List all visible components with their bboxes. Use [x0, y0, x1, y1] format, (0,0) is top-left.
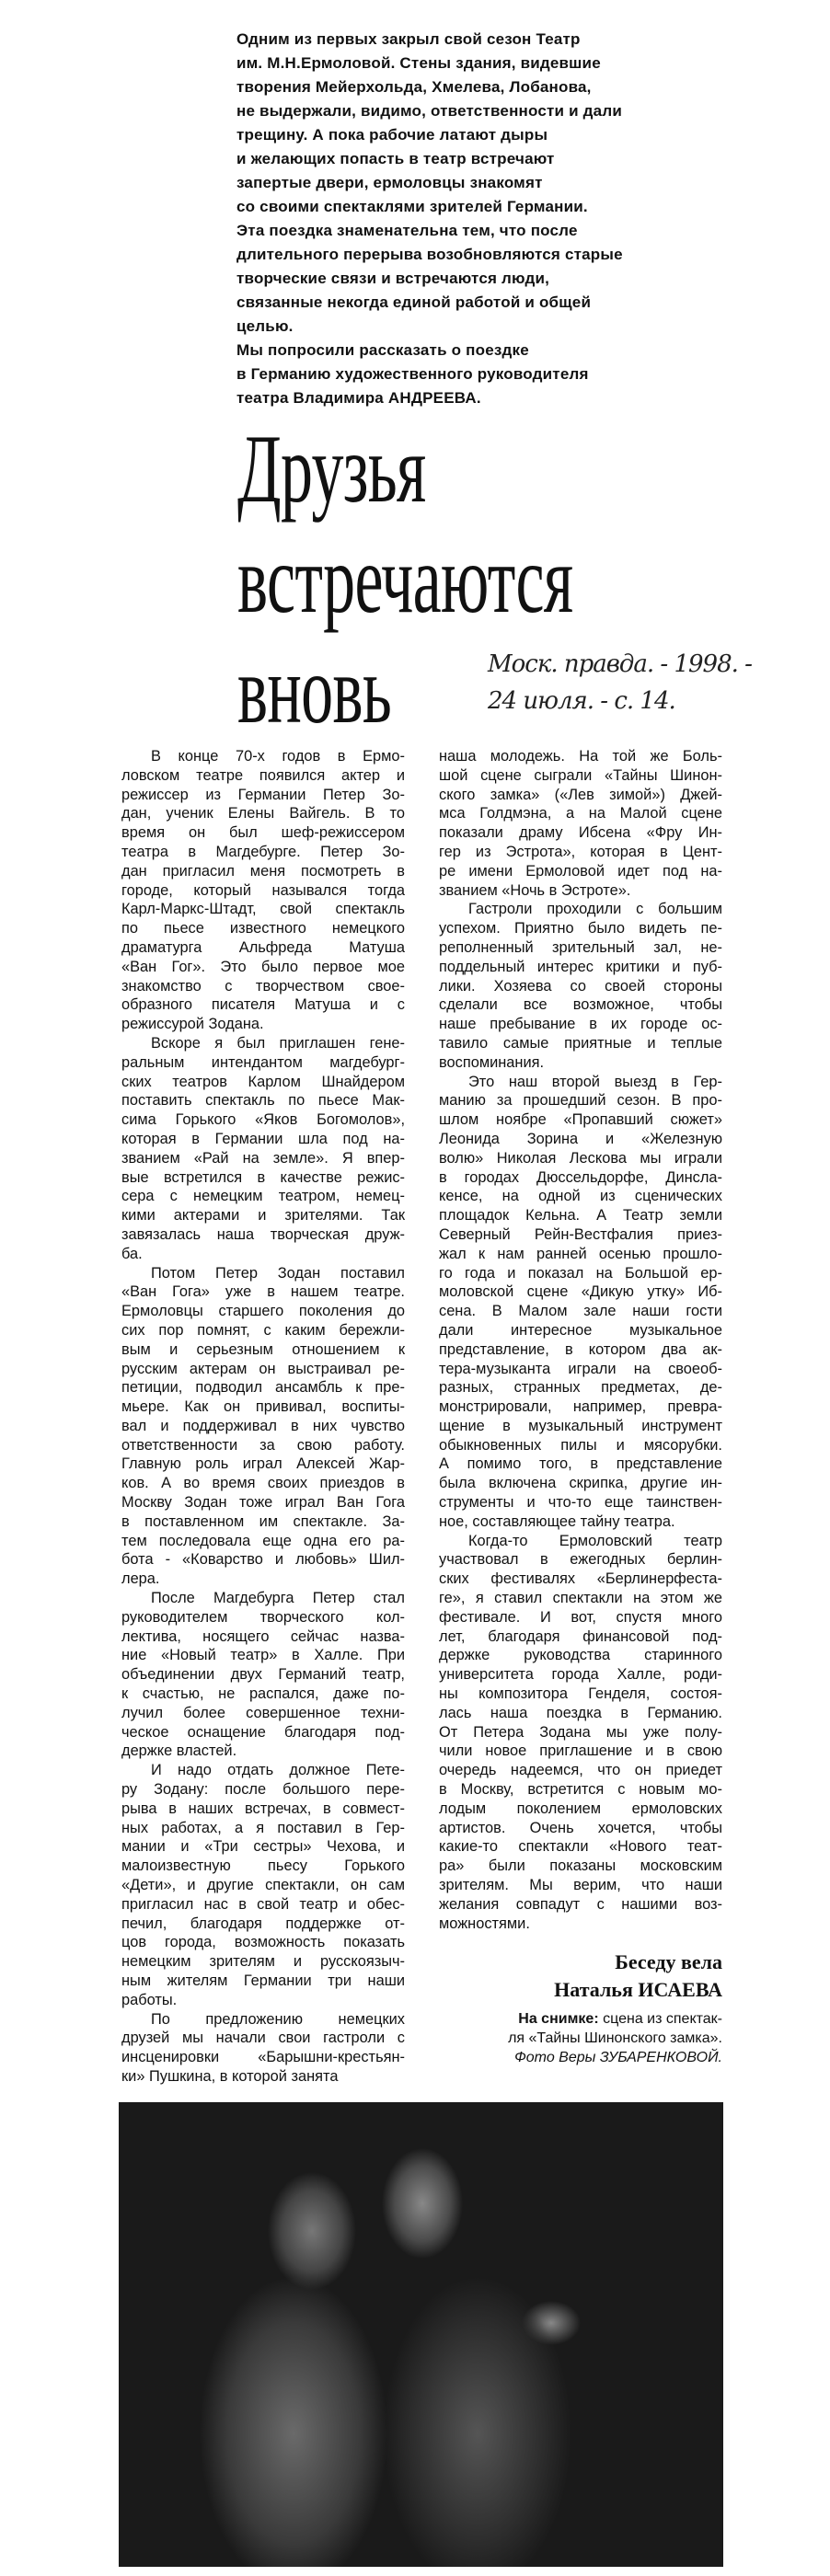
interviewer-signature: [554, 1949, 722, 2004]
lead-line: Одним из первых закрыл свой сезон Театр: [236, 30, 581, 48]
text-line: фестивале. И вот, спустя много: [439, 1608, 722, 1626]
text-line: Северный Рейн-Вестфалия приез-: [439, 1225, 722, 1243]
text-line: бота - «Коварство и любовь» Шил-: [121, 1551, 405, 1569]
headline-line: встречаются: [237, 525, 573, 633]
text-line: успехом. Приятно было видеть пе-: [439, 920, 722, 937]
text-line: сделали все возможное, чтобы: [439, 996, 722, 1014]
text-line: держке руководства старинного: [439, 1647, 722, 1664]
text-line: мса Голдмэна, а на Малой сцене: [439, 805, 722, 822]
lead-line: и желающих попасть в театр встречают: [236, 150, 555, 167]
text-line: была включена скрипка, другие ин-: [439, 1475, 722, 1492]
text-line: сих пор помнят, с каким бережли-: [121, 1321, 405, 1339]
text-line: тавило самые приятные и теплые: [439, 1034, 722, 1052]
text-line: кими актерами и зрителями. Так: [121, 1207, 405, 1225]
text-line: инсценировки «Барышни-крестьян-: [121, 2049, 405, 2066]
caption-line: [439, 2009, 722, 2029]
text-line: ответственности за свою работу.: [121, 1436, 405, 1454]
text-line: немецким зрителям и русскоязыч-: [121, 1953, 405, 1971]
text-line: тем последовала еще одна его ра-: [121, 1532, 405, 1549]
text-line: образного писателя Матуша и с: [121, 996, 405, 1014]
text-line: держке властей.: [121, 1742, 237, 1760]
text-line: моловской сцене «Дикую утку» Иб-: [439, 1283, 722, 1301]
text-line: вал и поддерживал в них чувство: [121, 1417, 405, 1434]
text-line: ны композитора Генделя, состоя-: [439, 1685, 722, 1703]
text-line: пригласил нас в свой театр и обес-: [121, 1895, 405, 1913]
text-line: завязалась наша творческая друж-: [121, 1225, 405, 1243]
text-line: объединении двух Германий театр,: [121, 1666, 405, 1684]
paragraph: [439, 747, 722, 900]
paragraph: [121, 1761, 405, 2009]
text-line: гер из Эстрота», которая в Цент-: [439, 843, 722, 860]
text-line: званием «Ночь в Эстроте».: [439, 881, 631, 899]
text-line: ков. А во время своих приездов в: [121, 1475, 405, 1492]
signature-name: Наталья ИСАЕВА: [554, 1978, 722, 2001]
text-line: От Петера Зодана мы уже полу-: [439, 1723, 722, 1741]
text-line: сима Горького «Яков Богомолов»,: [121, 1111, 405, 1129]
text-line: вые встретился в качестве режис-: [121, 1168, 405, 1186]
text-line: малоизвестную пьесу Горького: [121, 1857, 405, 1875]
text-line: Карл-Маркс-Штадт, свой спектакль: [121, 901, 405, 918]
text-line: городе, который назывался тогда: [121, 881, 405, 899]
handwritten-source-note: [488, 646, 752, 719]
text-line: ловском театре появился актер и: [121, 766, 405, 784]
signature-line: Беседу вела: [615, 1950, 722, 1973]
lead-paragraph: [236, 28, 623, 410]
headline-line: вновь: [237, 636, 392, 743]
text-line: участвовал в ежегодных берлин-: [439, 1551, 722, 1569]
lead-line: не выдержали, видимо, ответственности и дали: [236, 102, 622, 120]
text-line: в Москву, встретится с новым мо-: [439, 1781, 722, 1799]
text-line: сена. В Малом зале наши гости: [439, 1303, 722, 1320]
text-line: дан пригласил меня посмотреть в: [121, 862, 405, 880]
text-line: струменты и что-то еще таинствен-: [439, 1494, 722, 1512]
text-line: артистов. Очень хочется, чтобы: [439, 1819, 722, 1836]
lead-line: трещину. А пока рабочие латают дыры: [236, 126, 548, 144]
caption-label: На снимке:: [518, 2011, 599, 2027]
text-line: цов города, возможность показать: [121, 1934, 405, 1951]
lead-line: длительного перерыва возобновляются старые: [236, 246, 623, 263]
handwritten-line: Моск. правда. - 1998. -: [488, 650, 752, 678]
text-line: «Ван Гога» уже в нашем театре.: [121, 1283, 405, 1301]
text-line: дали интересное музыкальное: [439, 1321, 722, 1339]
text-line: ки» Пушкина, в которой занята: [121, 2067, 339, 2085]
stage-photo: [119, 2102, 723, 2567]
text-line: друзей мы начали свои гастроли с: [121, 2030, 405, 2047]
text-line: драматурга Альфреда Матуша: [121, 938, 405, 956]
text-line: щение в музыкальный инструмент: [439, 1417, 722, 1434]
text-line: ру Зодану: после большого пере-: [121, 1781, 405, 1799]
text-line: работы.: [121, 1991, 178, 2008]
photo-caption: [439, 2009, 722, 2067]
text-line: званием «Рай на земле». Я впер-: [121, 1149, 405, 1167]
handwritten-line: 24 июля. - с. 14.: [488, 687, 675, 715]
text-line: можностями.: [439, 1915, 530, 1932]
paragraph: [121, 747, 405, 1034]
text-line: А помимо того, в представление: [439, 1455, 722, 1473]
text-line: лась наша поездка в Германию.: [439, 1704, 722, 1721]
text-line: университета города Халле, роди-: [439, 1666, 722, 1684]
text-line: знакомство с творчеством свое-: [121, 977, 405, 995]
article-column-left: [121, 747, 405, 2087]
text-line: шлом ноябре «Пропавший сюжет»: [439, 1111, 722, 1129]
text-line: ских фестивалях «Берлинерфеста-: [439, 1570, 722, 1588]
text-line: режиссурой Зодана.: [121, 1016, 264, 1033]
paragraph: [439, 1532, 722, 1934]
text-line: какие-то спектакли «Нового теат-: [439, 1838, 722, 1856]
text-line: наше пребывание в их городе ос-: [439, 1016, 722, 1033]
lead-line: Мы попросили рассказать о поездке: [236, 341, 529, 359]
text-line: театра в Магдебурге. Петер Зо-: [121, 843, 405, 860]
text-line: Главную роль играл Алексей Жар-: [121, 1455, 405, 1473]
text-line: поставить спектакль по пьесе Мак-: [121, 1092, 405, 1110]
text-line: лики. Хозяева со своей стороны: [439, 977, 722, 995]
lead-line: творческие связи и встречаются люди,: [236, 270, 550, 287]
text-line: Это наш второй выезд в Гер-: [468, 1073, 722, 1090]
lead-line: Эта поездка знаменательна тем, что после: [236, 222, 578, 239]
paragraph: [121, 1589, 405, 1761]
text-line: площадок Кельна. А Театр земли: [439, 1207, 722, 1225]
photo-credit: Фото Веры ЗУБАРЕНКОВОЙ.: [514, 2050, 722, 2065]
article-column-right: [439, 747, 722, 1933]
paragraph: [439, 900, 722, 1072]
text-line: желания совпадут с нашими воз-: [439, 1895, 722, 1913]
text-line: По предложению немецких: [151, 2010, 405, 2028]
paragraph: [121, 1264, 405, 1590]
text-line: «Ван Гог». Это было первое мое: [121, 958, 405, 975]
text-line: разных, странных предметах, де-: [439, 1379, 722, 1397]
text-line: показали драму Ибсена «Фру Ин-: [439, 824, 722, 842]
text-line: Гастроли проходили с большим: [468, 901, 722, 918]
text-line: время он был шеф-режиссером: [121, 824, 405, 842]
text-line: ние «Новый театр» в Халле. При: [121, 1647, 405, 1664]
text-line: «Дети», и другие спектакли, он сам: [121, 1877, 405, 1894]
text-line: русским актерам он выстраивал ре-: [121, 1360, 405, 1377]
text-line: ным жителям Германии три наши: [121, 1972, 405, 1989]
text-line: кенсе, на одной из сценических: [439, 1188, 722, 1205]
text-line: Потом Петер Зодан поставил: [151, 1264, 405, 1282]
lead-line: им. М.Н.Ермоловой. Стены здания, видевшие: [236, 54, 601, 72]
text-line: зрителям. Мы верим, что наши: [439, 1877, 722, 1894]
text-line: монстрировали, например, превра-: [439, 1398, 722, 1416]
text-line: го года и показал на Большой ер-: [439, 1264, 722, 1282]
text-line: режиссер из Германии Петер Зо-: [121, 786, 405, 803]
text-line: в поставленном им спектакле. За-: [121, 1512, 405, 1530]
lead-line: целью.: [236, 317, 294, 335]
text-line: наша молодежь. На той же Боль-: [439, 748, 722, 765]
text-line: лучил более совершенное техни-: [121, 1704, 405, 1721]
text-line: И надо отдать должное Пете-: [151, 1762, 405, 1779]
text-line: Ермоловцы старшего поколения до: [121, 1303, 405, 1320]
text-line: ческое оснащение благодаря под-: [121, 1723, 405, 1741]
text-line: представление, в котором два ак-: [439, 1340, 722, 1358]
text-line: по пьесе известного немецкого: [121, 920, 405, 937]
text-line: ских театров Карлом Шнайдером: [121, 1073, 405, 1090]
text-line: реполненный зрительный зал, не-: [439, 938, 722, 956]
text-line: ре имени Ермоловой идет под на-: [439, 862, 722, 880]
text-line: После Магдебурга Петер стал: [151, 1590, 405, 1607]
text-line: ральным интендантом магдебург-: [121, 1053, 405, 1071]
lead-line: творения Мейерхольда, Хмелева, Лобанова,: [236, 78, 592, 96]
text-line: Москву Зодан тоже играл Ван Гога: [121, 1494, 405, 1512]
text-line: лера.: [121, 1570, 160, 1588]
text-line: волю» Николая Лескова мы играли: [439, 1149, 722, 1167]
caption-text: ля «Тайны Шинонского замка».: [508, 2030, 722, 2046]
paragraph: [439, 1073, 722, 1532]
text-line: в городах Дюссельдорфе, Динсла-: [439, 1168, 722, 1186]
text-line: лектива, носящего сейчас назва-: [121, 1627, 405, 1645]
text-line: ба.: [121, 1245, 143, 1262]
lead-line: театра Владимира АНДРЕЕВА.: [236, 389, 481, 407]
text-line: мании и «Три сестры» Чехова, и: [121, 1838, 405, 1856]
lead-line: со своими спектаклями зрителей Германии.: [236, 198, 588, 215]
text-line: Когда-то Ермоловский театр: [468, 1532, 722, 1549]
paragraph: [121, 1034, 405, 1264]
text-line: лодым поколением ермоловских: [439, 1800, 722, 1817]
lead-line: в Германию художественного руководителя: [236, 365, 589, 383]
text-line: манию за прошедший сезон. В про-: [439, 1092, 722, 1110]
lead-line: связанные некогда единой работой и общей: [236, 293, 592, 311]
text-line: к счастью, не распался, даже по-: [121, 1685, 405, 1703]
text-line: ное, составляющее тайну театра.: [439, 1512, 675, 1530]
text-line: обыкновенных пилы и мясорубки.: [439, 1436, 722, 1454]
text-line: поддельный интерес критики и пуб-: [439, 958, 722, 975]
text-line: петиции, подводил ансамбль к пре-: [121, 1379, 405, 1397]
text-line: ра» были показаны московским: [439, 1857, 722, 1875]
text-line: которая в Германии шла под на-: [121, 1130, 405, 1147]
text-line: очередь надеемся, что он приедет: [439, 1762, 722, 1779]
text-line: ского замка» («Лев зимой») Джей-: [439, 786, 722, 803]
text-line: Вскоре я был приглашен гене-: [151, 1034, 405, 1052]
text-line: чили новое приглашение и в свою: [439, 1742, 722, 1760]
text-line: шой сцене сыграли «Тайны Шинон-: [439, 766, 722, 784]
paragraph: [121, 2010, 405, 2087]
text-line: жал к нам ранней осенью прошло-: [439, 1245, 722, 1262]
text-line: рыва в наших встречах, в совмест-: [121, 1800, 405, 1817]
text-line: ге», я ставил спектакли на этом же: [439, 1590, 722, 1607]
text-line: руководителем творческого кол-: [121, 1608, 405, 1626]
text-line: сера с немецким театром, немец-: [121, 1188, 405, 1205]
text-line: тера-музыканта играли на своеоб-: [439, 1360, 722, 1377]
text-line: воспоминания.: [439, 1053, 545, 1071]
text-line: ных работах, а я поставил в Гер-: [121, 1819, 405, 1836]
text-line: Леонида Зорина и «Железную: [439, 1130, 722, 1147]
text-line: мьере. Как он прививал, воспиты-: [121, 1398, 405, 1416]
lead-line: запертые двери, ермоловцы знакомят: [236, 174, 543, 191]
text-line: В конце 70-х годов в Ермо-: [151, 748, 405, 765]
text-line: лет, благодаря финансовой под-: [439, 1627, 722, 1645]
text-line: дан, ученик Елены Вайгель. В то: [121, 805, 405, 822]
headline-line: Друзья: [237, 415, 426, 523]
text-line: печил, благодаря поддержке от-: [121, 1915, 405, 1932]
caption-text: сцена из спектак-: [598, 2011, 722, 2027]
text-line: вым и серьезным отношением к: [121, 1340, 405, 1358]
